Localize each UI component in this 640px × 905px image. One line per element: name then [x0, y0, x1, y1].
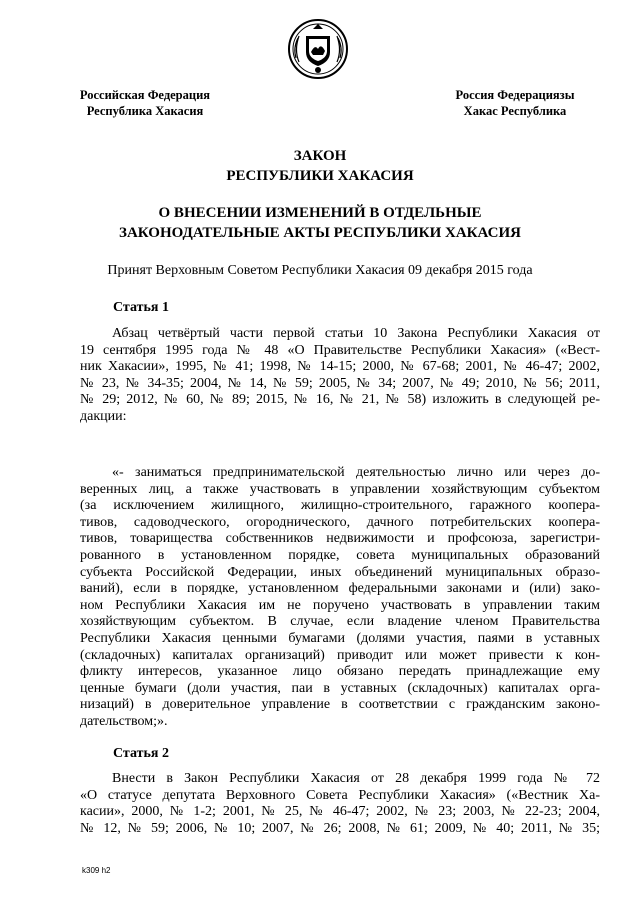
text-line: дакции:: [80, 408, 127, 424]
adoption-statement: Принят Верховным Советом Республики Хакасия 09 декабря 2015 года: [107, 263, 533, 278]
article-2-heading: Статья 2: [113, 746, 169, 761]
text-line: веренных лиц, а также участвовать в управлении хозяйствующим субъектом: [80, 481, 600, 497]
header-right-republic: Хакас Республика: [463, 104, 567, 118]
article-1-heading: Статья 1: [113, 300, 169, 315]
text-line: тивов, товарищества собственников недвижимости и профсоюза, зарегистри-: [80, 531, 600, 547]
header-right-country: Россия Федерациязы: [455, 88, 575, 102]
text-line: ник Хакасии», 1995, № 41; 1998, № 14-15; 2000, № 67-68; 2001, № 46-47; 2002,: [80, 359, 600, 375]
text-line: (складочных) капиталах организаций) приводит или может привести к кон-: [80, 647, 600, 663]
coat-of-arms-icon: [287, 18, 349, 80]
text-line: субъекта Российской Федерации, иных объединений муниципальных образо-: [80, 564, 600, 580]
text-line: касии», 2000, № 1-2; 2001, № 25, № 46-47; 2002, № 23; 2003, № 22-23; 2004,: [80, 804, 600, 820]
text-line: тивов, садоводческого, огороднического, дачного потребительских коопера-: [80, 514, 600, 530]
article-1-paragraph-1: [80, 326, 600, 426]
title-law: ЗАКОН: [293, 148, 347, 164]
header-left-republic: Республика Хакасия: [86, 104, 204, 118]
article-1-paragraph-2: [80, 465, 600, 731]
text-line: дательством;».: [80, 713, 168, 729]
header-right: [440, 87, 590, 119]
subject-line-2: ЗАКОНОДАТЕЛЬНЫЕ АКТЫ РЕСПУБЛИКИ ХАКАСИЯ: [119, 225, 521, 241]
text-line: Внести в Закон Республики Хакасия от 28 декабря 1999 года № 72: [112, 771, 600, 786]
text-line: № 29; 2012, № 60, № 89; 2015, № 16, № 21, № 58) изложить в следующей ре-: [80, 392, 600, 408]
text-line: Республики Хакасия ценными бумагами (долями участия, паями в уставных: [80, 630, 600, 646]
header-left-country: Российская Федерация: [79, 88, 211, 102]
text-line: ном Республики Хакасия им не поручено участвовать в управлении таким: [80, 597, 600, 613]
title-republic: РЕСПУБЛИКИ ХАКАСИЯ: [226, 168, 414, 184]
header-left: [70, 87, 220, 119]
text-line: № 23, № 34-35; 2004, № 14, № 59; 2005, № 34; 2007, № 49; 2010, № 56; 2011,: [80, 375, 600, 391]
subject-line-1: О ВНЕСЕНИИ ИЗМЕНЕНИЙ В ОТДЕЛЬНЫЕ: [158, 205, 482, 221]
text-line: рованного в установленном порядке, совета муниципальных образований: [80, 547, 600, 563]
document-title: [80, 146, 560, 186]
text-line: фликту интересов, указанное лицо обязано передать принадлежащие ему: [80, 664, 600, 680]
text-line: Абзац четвёртый части первой статьи 10 Закона Республики Хакасия от: [112, 326, 600, 341]
text-line: 19 сентября 1995 года № 48 «О Правительстве Республики Хакасия» («Вест-: [80, 342, 600, 358]
text-line: ваний), если в порядке, установленном федеральными законами и (или) зако-: [80, 581, 600, 597]
text-line: «О статусе депутата Верховного Совета Республики Хакасия» («Вестник Ха-: [80, 787, 600, 803]
document-subject: [80, 203, 560, 243]
text-line: хозяйствующим субъектом. В случае, если владение членом Правительства: [80, 614, 600, 630]
text-line: низаций) в доверительное управление в соответствии с гражданским законо-: [80, 697, 600, 713]
article-2-paragraph-1: [80, 771, 600, 837]
footer-code: k309 h2: [82, 866, 111, 875]
text-line: ценные бумаги (доли участия, паи в уставных (складочных) капиталах орга-: [80, 680, 600, 696]
text-line: (за исключением жилищного, жилищно-строительного, гаражного коопера-: [80, 498, 600, 514]
text-line: № 12, № 59; 2006, № 10; 2007, № 26; 2008, № 61; 2009, № 40; 2011, № 35;: [80, 820, 600, 836]
text-line: «- заниматься предпринимательской деятельностью лично или через до-: [112, 465, 600, 480]
